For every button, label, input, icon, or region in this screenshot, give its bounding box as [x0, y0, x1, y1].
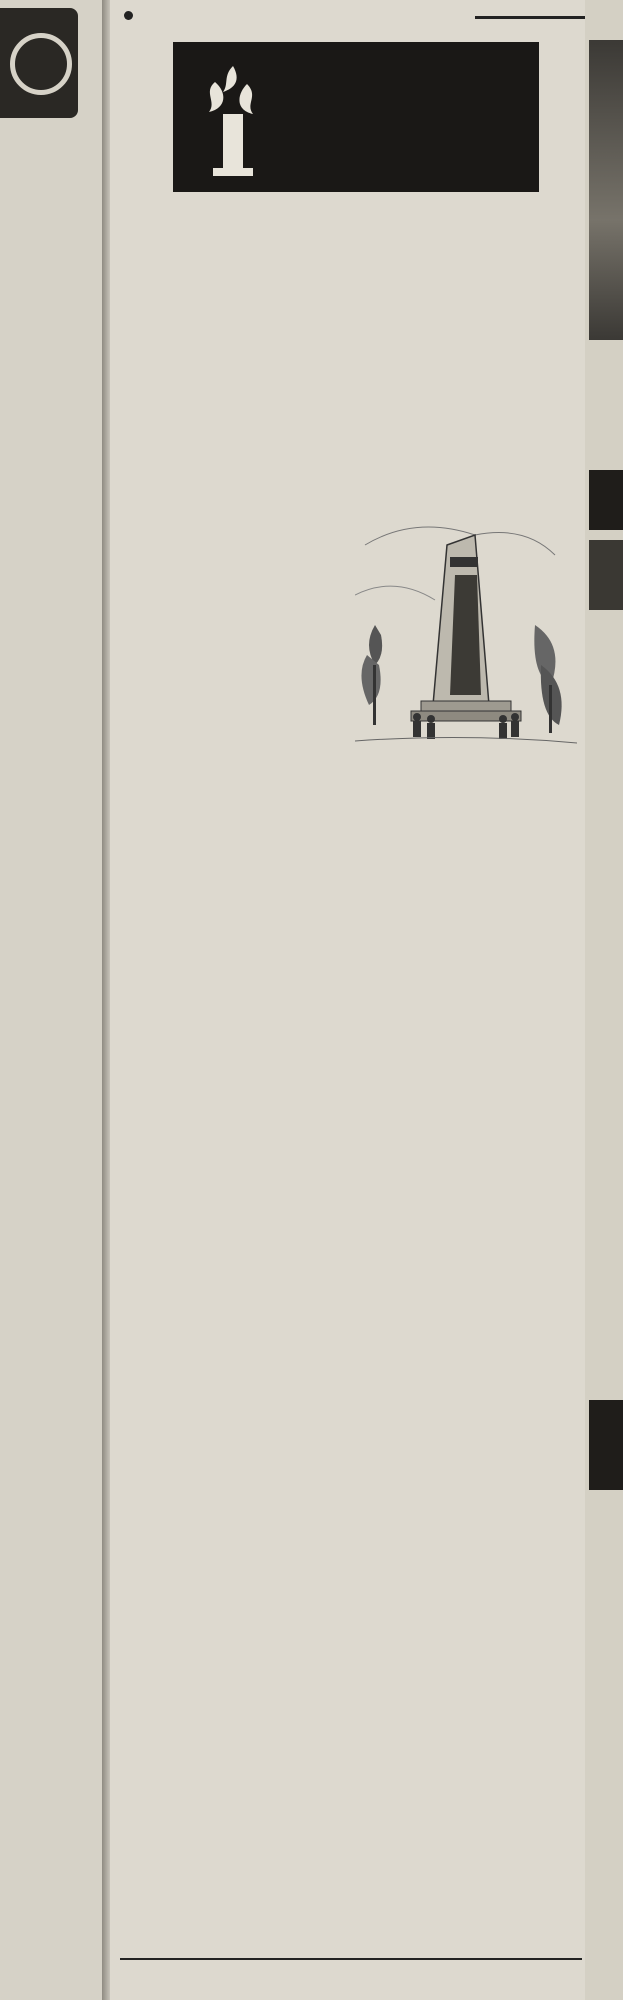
dateline-rule	[475, 16, 585, 19]
right-adjacent-column	[585, 0, 623, 2000]
dateline	[120, 8, 580, 23]
page-gutter	[102, 0, 110, 2000]
right-photo	[589, 40, 623, 340]
right-block-1	[589, 470, 623, 530]
title-banner	[173, 42, 539, 192]
monument-icon	[183, 62, 283, 182]
monument-illustration	[355, 505, 577, 755]
emblem-graphic	[0, 8, 78, 118]
right-block-2	[589, 540, 623, 610]
left-adjacent-column	[0, 0, 102, 2000]
right-block-3	[589, 1400, 623, 1490]
bullet-icon	[124, 11, 133, 20]
bottom-rule	[120, 1958, 582, 1960]
